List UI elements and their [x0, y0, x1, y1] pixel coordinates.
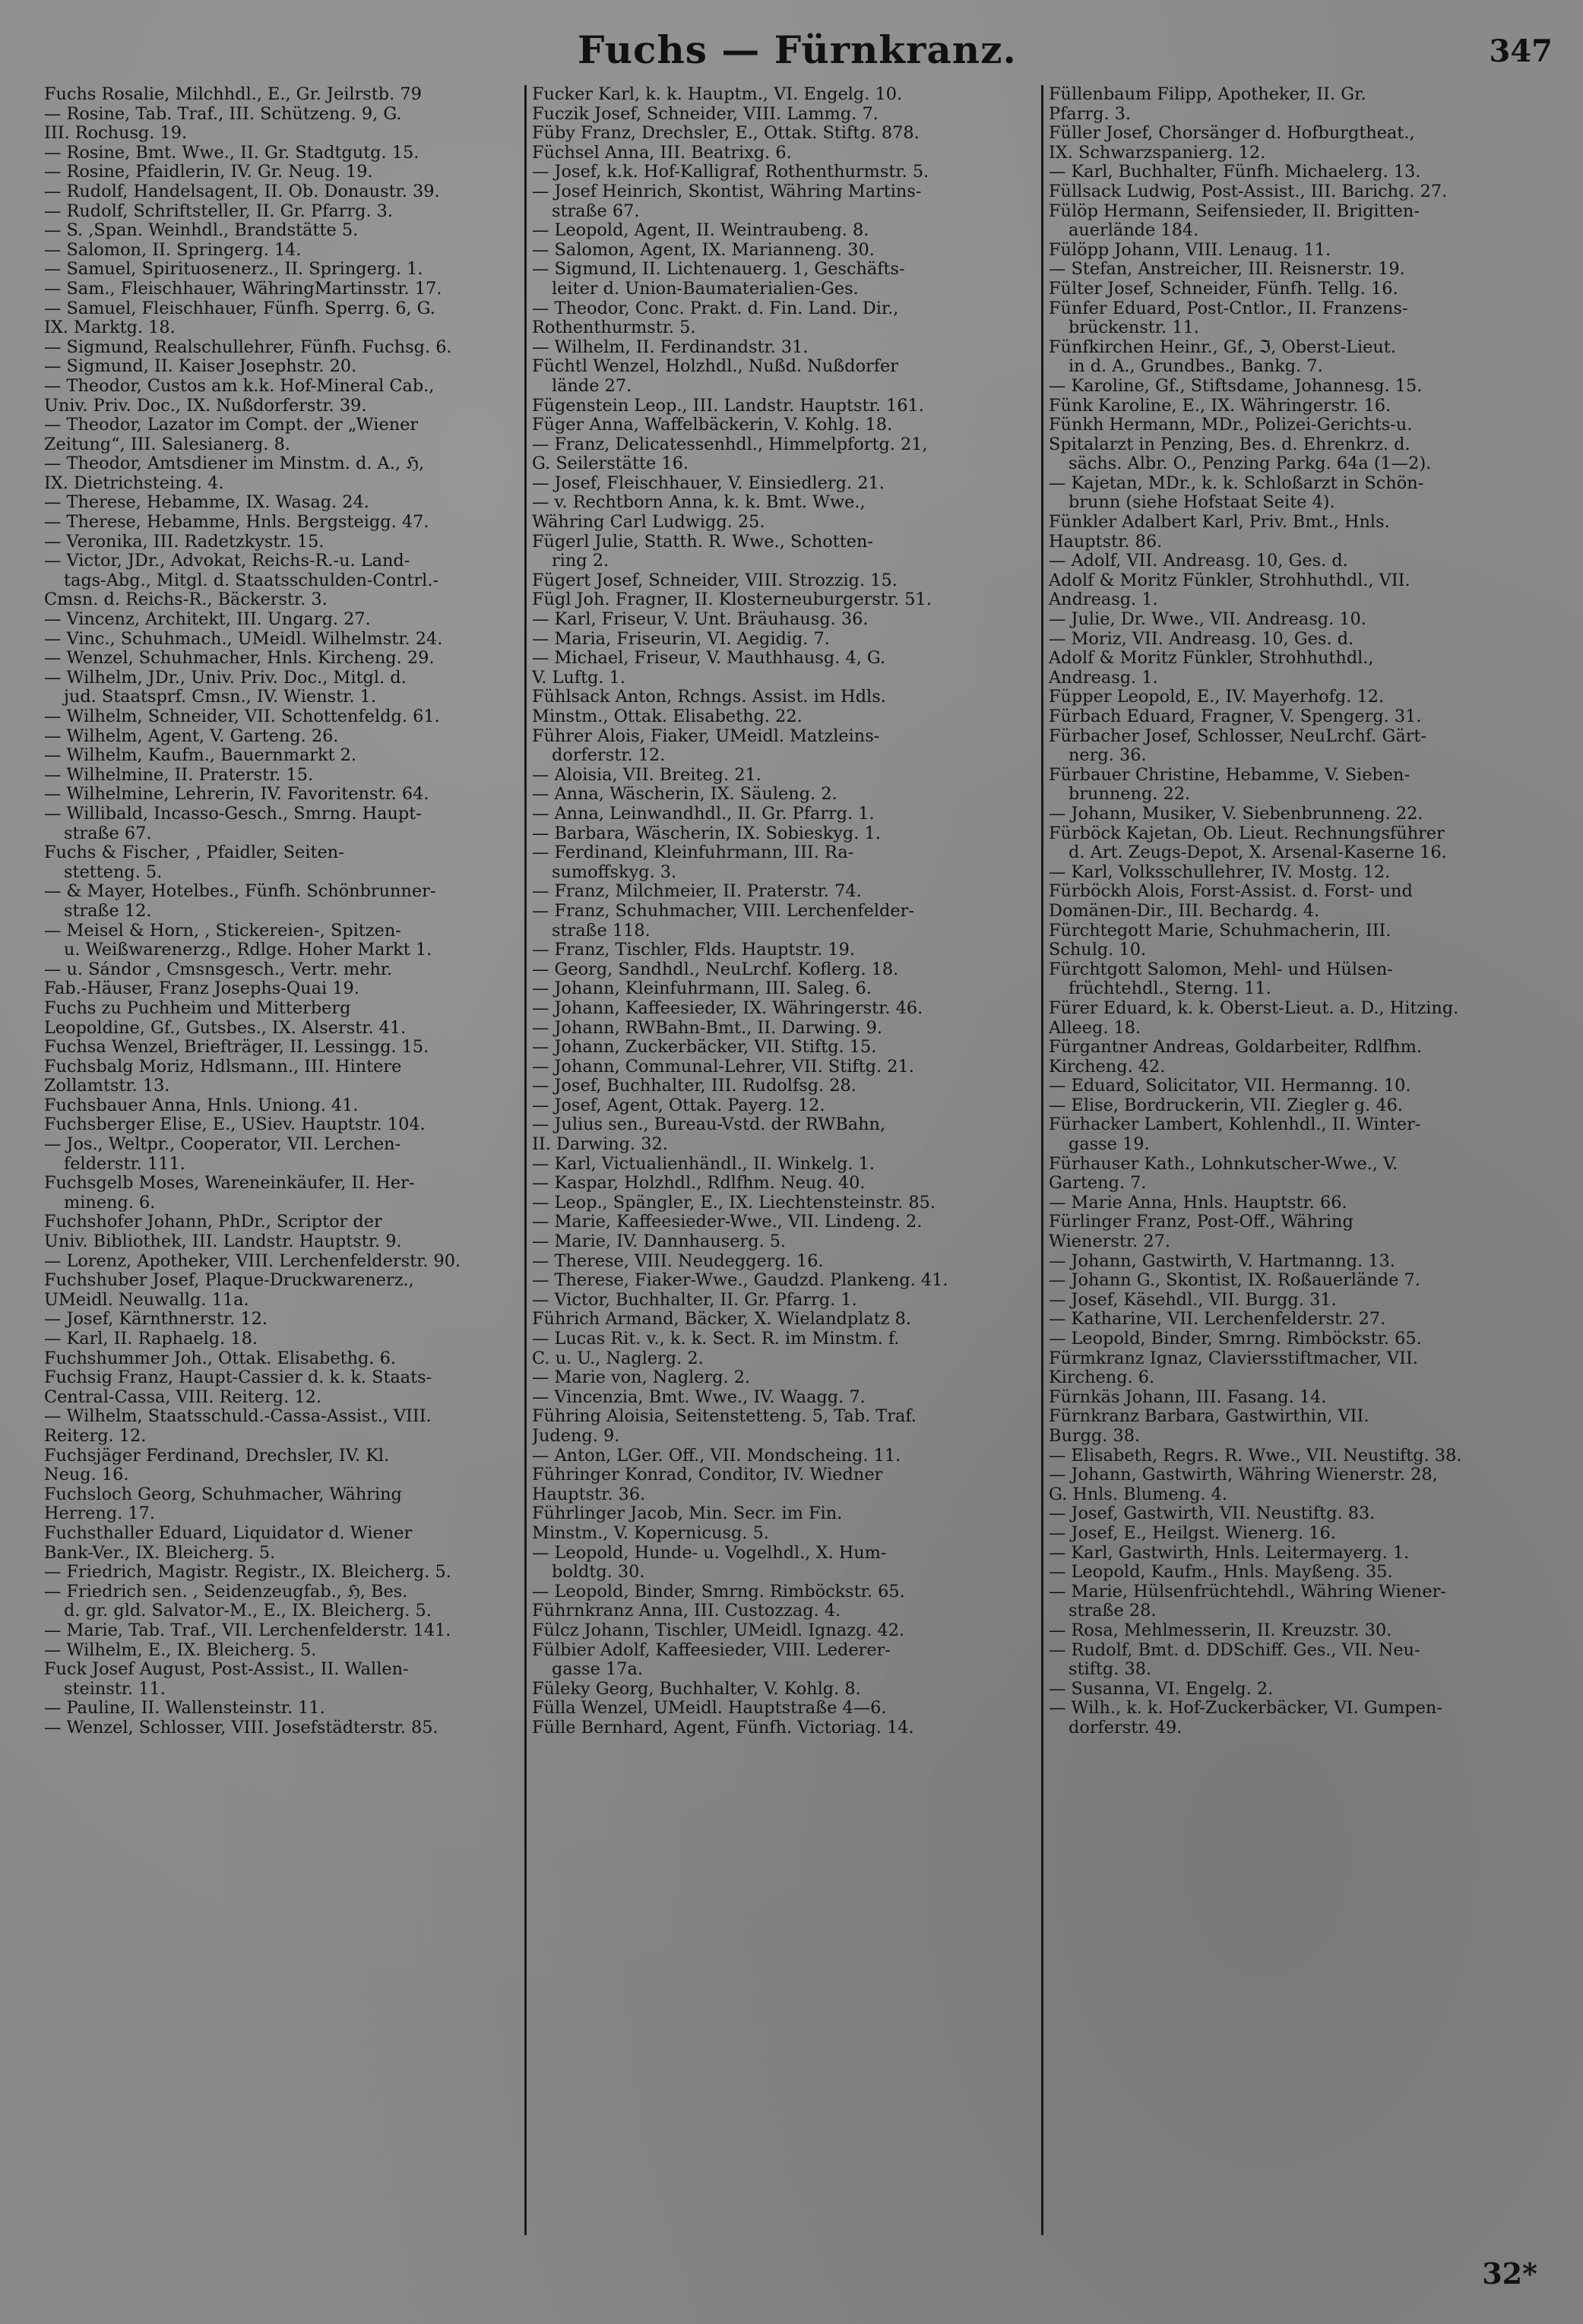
- directory-line: — Samuel, Fleischhauer, Fünfh. Sperrg. 6, G.: [44, 299, 435, 318]
- directory-line: Führing Aloisia, Seitenstetteng. 5, Tab. Traf.: [532, 1407, 917, 1427]
- directory-line: — Marie Anna, Hnls. Hauptstr. 66.: [1049, 1193, 1347, 1213]
- directory-line: brunneng. 22.: [1069, 785, 1191, 805]
- directory-line: — Aloisia, VII. Breiteg. 21.: [532, 765, 761, 785]
- directory-line: Fügenstein Leop., III. Landstr. Hauptstr. 161.: [532, 396, 924, 416]
- directory-line: — Josef, Agent, Ottak. Payerg. 12.: [532, 1096, 825, 1115]
- directory-line: — Johann G., Skontist, IX. Roßauerlände 7.: [1049, 1271, 1420, 1291]
- column-middle: [532, 85, 1040, 2235]
- directory-line: — Theodor, Conc. Prakt. d. Fin. Land. Dir.,: [532, 299, 899, 318]
- directory-line: — Therese, Hebamme, Hnls. Bergsteigg. 47.: [44, 513, 429, 533]
- directory-line: — Elisabeth, Regrs. R. Wwe., VII. Neustiftg. 38.: [1049, 1446, 1462, 1466]
- directory-line: — Victor, JDr., Advokat, Reichs-R.-u. Land-: [44, 552, 410, 571]
- directory-line: Judeng. 9.: [532, 1426, 620, 1446]
- directory-line: — Kaspar, Holzhdl., Rdlfhm. Neug. 40.: [532, 1174, 866, 1194]
- directory-line: Fügert Josef, Schneider, VIII. Strozzig. 15.: [532, 571, 898, 590]
- directory-line: — Georg, Sandhdl., NeuLrchf. Koflerg. 18.: [532, 960, 899, 979]
- directory-line: d. gr. gld. Salvator-M., E., IX. Bleicherg. 5.: [64, 1602, 432, 1621]
- directory-line: — Eduard, Solicitator, VII. Hermanng. 10.: [1049, 1077, 1411, 1096]
- directory-line: Führnkranz Anna, III. Custozzag. 4.: [532, 1602, 841, 1621]
- directory-line: Fab.-Häuser, Franz Josephs-Quai 19.: [44, 979, 359, 999]
- directory-line: Adolf & Moritz Fünkler, Strohhuthdl.,: [1049, 649, 1374, 669]
- directory-line: — Wilhelm, Agent, V. Garteng. 26.: [44, 726, 339, 746]
- directory-line: — Theodor, Amtsdiener im Minstm. d. A., ℌ,: [44, 454, 425, 474]
- directory-line: jud. Staatsprf. Cmsn., IV. Wienstr. 1.: [64, 688, 376, 707]
- directory-line: Führlinger Jacob, Min. Secr. im Fin.: [532, 1504, 843, 1524]
- directory-line: — u. Sándor , Cmsnsgesch., Vertr. mehr.: [44, 960, 393, 979]
- directory-line: straße 28.: [1069, 1602, 1157, 1621]
- directory-line: II. Darwing. 32.: [532, 1135, 668, 1155]
- directory-line: Fuchshuber Josef, Plaque-Druckwarenerz.,: [44, 1271, 414, 1291]
- directory-line: Andreasg. 1.: [1049, 668, 1158, 688]
- directory-line: — Josef, Käsehdl., VII. Burgg. 31.: [1049, 1290, 1337, 1310]
- directory-line: stiftg. 38.: [1069, 1660, 1152, 1680]
- directory-line: — Johann, Communal-Lehrer, VII. Stiftg. 21.: [532, 1057, 914, 1077]
- directory-line: — Maria, Friseurin, VI. Aegidig. 7.: [532, 629, 830, 649]
- directory-line: Währing Carl Ludwigg. 25.: [532, 513, 765, 533]
- directory-line: dorferstr. 12.: [552, 746, 666, 766]
- directory-line: — Sigmund, II. Kaiser Josephstr. 20.: [44, 357, 357, 377]
- directory-line: — Marie, Hülsenfrüchtehdl., Währing Wiener-: [1049, 1582, 1446, 1602]
- directory-line: C. u. U., Naglerg. 2.: [532, 1349, 704, 1368]
- directory-line: Kircheng. 6.: [1049, 1368, 1155, 1388]
- directory-line: Fügerl Julie, Statth. R. Wwe., Schotten-: [532, 532, 873, 552]
- directory-line: Domänen-Dir., III. Bechardg. 4.: [1049, 901, 1320, 921]
- directory-line: — Michael, Friseur, V. Mauthhausg. 4, G.: [532, 649, 886, 669]
- directory-line: — Samuel, Spirituosenerz., II. Springerg. 1.: [44, 260, 423, 280]
- directory-line: Fuczik Josef, Schneider, VIII. Lammg. 7.: [532, 104, 879, 124]
- directory-line: in d. A., Grundbes., Bankg. 7.: [1069, 357, 1323, 377]
- directory-line: — Wilhelm, Schneider, VII. Schottenfeldg. 61.: [44, 707, 440, 726]
- directory-line: Führich Armand, Bäcker, X. Wielandplatz 8.: [532, 1310, 911, 1330]
- directory-line: — Johann, Kleinfuhrmann, III. Saleg. 6.: [532, 979, 872, 999]
- directory-line: — Wenzel, Schuhmacher, Hnls. Kircheng. 29.: [44, 649, 435, 669]
- directory-line: Univ. Priv. Doc., IX. Nußdorferstr. 39.: [44, 396, 367, 416]
- directory-line: — Wenzel, Schlosser, VIII. Josefstädterstr. 85.: [44, 1718, 438, 1737]
- directory-line: Hauptstr. 86.: [1049, 532, 1163, 552]
- directory-line: — Johann, RWBahn-Bmt., II. Darwing. 9.: [532, 1018, 883, 1038]
- directory-line: Andreasg. 1.: [1049, 590, 1158, 610]
- page-header: [0, 27, 1583, 73]
- directory-line: — Friedrich sen. , Seidenzeugfab., ℌ, Bes.: [44, 1582, 408, 1602]
- directory-line: sächs. Albr. O., Penzing Parkg. 64a (1—2).: [1069, 454, 1432, 474]
- directory-line: V. Luftg. 1.: [532, 668, 625, 688]
- directory-line: Fürmkranz Ignaz, Claviersstiftmacher, VII.: [1049, 1349, 1418, 1368]
- directory-line: Kircheng. 42.: [1049, 1057, 1166, 1077]
- directory-line: — Josef, Buchhalter, III. Rudolfsg. 28.: [532, 1077, 856, 1096]
- directory-line: Fürhacker Lambert, Kohlenhdl., II. Winter-: [1049, 1115, 1421, 1135]
- directory-line: Neug. 16.: [44, 1466, 129, 1485]
- directory-line: Fuchsjäger Ferdinand, Drechsler, IV. Kl.: [44, 1446, 390, 1466]
- directory-line: Fuchsberger Elise, E., USiev. Hauptstr. 104.: [44, 1115, 426, 1135]
- directory-line: Fülla Wenzel, UMeidl. Hauptstraße 4—6.: [532, 1699, 887, 1718]
- directory-line: Fürgantner Andreas, Goldarbeiter, Rdlfhm.: [1049, 1038, 1422, 1058]
- directory-line: straße 67.: [552, 201, 640, 221]
- directory-line: — Julius sen., Bureau-Vstd. der RWBahn,: [532, 1115, 886, 1135]
- column-divider: [524, 85, 527, 2235]
- directory-line: Fülcz Johann, Tischler, UMeidl. Ignazg. 42.: [532, 1620, 905, 1640]
- directory-line: — Leopold, Binder, Smrng. Rimböckstr. 65.: [532, 1582, 905, 1602]
- directory-line: Fügl Joh. Fragner, II. Klosterneuburgerstr. 51.: [532, 590, 932, 610]
- directory-line: — Rudolf, Handelsagent, II. Ob. Donaustr. 39.: [44, 182, 440, 201]
- directory-line: Füger Anna, Waffelbäckerin, V. Kohlg. 18.: [532, 416, 893, 435]
- directory-line: Zollamtstr. 13.: [44, 1077, 170, 1096]
- directory-line: Fuchs Rosalie, Milchhdl., E., Gr. Jeilrstb. 79: [44, 85, 422, 104]
- directory-line: Fünfkirchen Heinr., Gf., ℑ, Oberst-Lieut.: [1049, 337, 1396, 357]
- directory-line: — Wilhelm, Kaufm., Bauernmarkt 2.: [44, 746, 357, 766]
- directory-line: Fürbacher Josef, Schlosser, NeuLrchf. Gärt-: [1049, 726, 1426, 746]
- directory-line: Füpper Leopold, E., IV. Mayerhofg. 12.: [1049, 688, 1385, 707]
- directory-line: — Theodor, Custos am k.k. Hof-Mineral Cab.,: [44, 376, 435, 396]
- directory-line: — Johann, Zuckerbäcker, VII. Stiftg. 15.: [532, 1038, 877, 1058]
- directory-line: — Stefan, Anstreicher, III. Reisnerstr. 19.: [1049, 260, 1405, 280]
- directory-line: Führinger Konrad, Conditor, IV. Wiedner: [532, 1466, 883, 1485]
- directory-line: Fülöp Hermann, Seifensieder, II. Brigitten-: [1049, 201, 1420, 221]
- directory-line: — Wilh., k. k. Hof-Zuckerbäcker, VI. Gumpen-: [1049, 1699, 1442, 1718]
- directory-line: Rothenthurmstr. 5.: [532, 318, 696, 338]
- directory-line: — Karl, Volksschullehrer, IV. Mostg. 12.: [1049, 862, 1391, 882]
- directory-line: — Therese, Fiaker-Wwe., Gaudzd. Plankeng. 41.: [532, 1271, 948, 1291]
- directory-line: Burgg. 38.: [1049, 1426, 1141, 1446]
- directory-line: Führer Alois, Fiaker, UMeidl. Matzleins-: [532, 726, 880, 746]
- directory-line: — Karl, Gastwirth, Hnls. Leitermayerg. 1.: [1049, 1543, 1410, 1563]
- directory-line: Fürbach Eduard, Fragner, V. Spengerg. 31.: [1049, 707, 1422, 726]
- directory-line: Central-Cassa, VIII. Reiterg. 12.: [44, 1387, 321, 1407]
- directory-line: ring 2.: [552, 552, 609, 571]
- directory-line: — Vincenzia, Bmt. Wwe., IV. Waagg. 7.: [532, 1387, 866, 1407]
- directory-line: Fuchsbalg Moriz, Hdlsmann., III. Hintere: [44, 1057, 402, 1077]
- directory-line: IX. Dietrichsteing. 4.: [44, 473, 224, 493]
- directory-line: — Sam., Fleischhauer, WähringMartinsstr. 17.: [44, 279, 442, 299]
- directory-line: — Wilhelm, Staatsschuld.-Cassa-Assist., VIII.: [44, 1407, 432, 1427]
- directory-line: Fülter Josef, Schneider, Fünfh. Tellg. 16.: [1049, 279, 1398, 299]
- directory-line: mineng. 6.: [64, 1193, 156, 1213]
- directory-line: gasse 19.: [1069, 1135, 1150, 1155]
- directory-line: — Vinc., Schuhmach., UMeidl. Wilhelmstr. 24.: [44, 629, 443, 649]
- directory-line: Fünkh Hermann, MDr., Polizei-Gerichts-u.: [1049, 416, 1413, 435]
- directory-line: Fuchsthaller Eduard, Liquidator d. Wiener: [44, 1523, 413, 1543]
- directory-line: Fülle Bernhard, Agent, Fünfh. Victoriag. 14.: [532, 1718, 914, 1737]
- directory-line: — Ferdinand, Kleinfuhrmann, III. Ra-: [532, 843, 854, 863]
- directory-line: — Theodor, Lazator im Compt. der „Wiener: [44, 416, 419, 435]
- directory-line: — Rosine, Tab. Traf., III. Schützeng. 9, G.: [44, 104, 402, 124]
- directory-line: — Salomon, Agent, IX. Marianneng. 30.: [532, 240, 875, 260]
- directory-line: früchtehdl., Sterng. 11.: [1069, 979, 1271, 999]
- directory-line: — Salomon, II. Springerg. 14.: [44, 240, 302, 260]
- directory-line: — Sigmund, Realschullehrer, Fünfh. Fuchsg. 6.: [44, 337, 452, 357]
- directory-line: — Karoline, Gf., Stiftsdame, Johannesg. 15.: [1049, 376, 1423, 396]
- directory-line: Fuchs & Fischer, , Pfaidler, Seiten-: [44, 843, 344, 863]
- directory-line: — Marie, Tab. Traf., VII. Lerchenfelderstr. 141.: [44, 1620, 451, 1640]
- directory-line: Reiterg. 12.: [44, 1426, 147, 1446]
- directory-line: UMeidl. Neuwallg. 11a.: [44, 1290, 249, 1310]
- directory-line: Fürhauser Kath., Lohnkutscher-Wwe., V.: [1049, 1154, 1398, 1174]
- directory-line: Herreng. 17.: [44, 1504, 156, 1524]
- directory-line: Fuchshofer Johann, PhDr., Scriptor der: [44, 1213, 382, 1232]
- directory-line: Pfarrg. 3.: [1049, 104, 1132, 124]
- directory-line: brückenstr. 11.: [1069, 318, 1199, 338]
- directory-line: — Josef, E., Heilgst. Wienerg. 16.: [1049, 1523, 1336, 1543]
- directory-line: Univ. Bibliothek, III. Landstr. Hauptstr. 9.: [44, 1232, 402, 1252]
- directory-line: Fürnkäs Johann, III. Fasang. 14.: [1049, 1387, 1327, 1407]
- directory-line: — Josef Heinrich, Skontist, Währing Martins-: [532, 182, 922, 201]
- directory-line: Fuchsloch Georg, Schuhmacher, Währing: [44, 1485, 402, 1504]
- directory-line: — Marie, IV. Dannhauserg. 5.: [532, 1232, 787, 1252]
- directory-line: Leopoldine, Gf., Gutsbes., IX. Alserstr. 41.: [44, 1018, 407, 1038]
- directory-line: — Wilhelmine, II. Praterstr. 15.: [44, 765, 314, 785]
- directory-line: — Leopold, Kaufm., Hnls. Mayßeng. 35.: [1049, 1563, 1393, 1583]
- directory-line: Fuchsa Wenzel, Briefträger, II. Lessingg. 15.: [44, 1038, 429, 1058]
- signature-mark: 32*: [1482, 2256, 1537, 2291]
- directory-line: G. Hnls. Blumeng. 4.: [1049, 1485, 1228, 1504]
- directory-line: — Josef, Fleischhauer, V. Einsiedlerg. 21.: [532, 473, 885, 493]
- directory-line: — Josef, Kärnthnerstr. 12.: [44, 1310, 268, 1330]
- directory-line: — Katharine, VII. Lerchenfelderstr. 27.: [1049, 1310, 1386, 1330]
- directory-line: Fürbauer Christine, Hebamme, V. Sieben-: [1049, 765, 1410, 785]
- directory-line: Zeitung“, III. Salesianerg. 8.: [44, 435, 290, 454]
- directory-line: Fühlsack Anton, Rchngs. Assist. im Hdls.: [532, 688, 886, 707]
- directory-line: Fucker Karl, k. k. Hauptm., VI. Engelg. 10.: [532, 85, 903, 104]
- directory-line: u. Weißwarenerzg., Rdlge. Hoher Markt 1.: [64, 941, 432, 960]
- directory-line: G. Seilerstätte 16.: [532, 454, 689, 474]
- directory-line: — Karl, Victualienhändl., II. Winkelg. 1.: [532, 1154, 875, 1174]
- directory-line: steinstr. 11.: [64, 1679, 166, 1699]
- directory-line: — Rudolf, Bmt. d. DDSchiff. Ges., VII. Neu-: [1049, 1640, 1420, 1660]
- directory-line: — Karl, II. Raphaelg. 18.: [44, 1330, 258, 1349]
- directory-line: Fürböck Kajetan, Ob. Lieut. Rechnungsführer: [1049, 824, 1445, 843]
- directory-line: Fürnkranz Barbara, Gastwirthin, VII.: [1049, 1407, 1369, 1427]
- directory-line: — Therese, Hebamme, IX. Wasag. 24.: [44, 493, 369, 513]
- directory-line: Fülöpp Johann, VIII. Lenaug. 11.: [1049, 240, 1331, 260]
- directory-line: Fürböckh Alois, Forst-Assist. d. Forst- und: [1049, 882, 1413, 902]
- directory-line: Alleeg. 18.: [1049, 1018, 1141, 1038]
- directory-line: Füby Franz, Drechsler, E., Ottak. Stiftg. 878.: [532, 124, 920, 144]
- directory-line: — Rosa, Mehlmesserin, II. Kreuzstr. 30.: [1049, 1620, 1392, 1640]
- directory-line: IX. Marktg. 18.: [44, 318, 176, 338]
- directory-line: — Franz, Schuhmacher, VIII. Lerchenfelder-: [532, 901, 914, 921]
- directory-line: — Meisel & Horn, , Stickereien-, Spitzen-: [44, 921, 401, 941]
- directory-line: Schulg. 10.: [1049, 941, 1147, 960]
- directory-line: stetteng. 5.: [64, 862, 163, 882]
- directory-line: — Lorenz, Apotheker, VIII. Lerchenfelderstr. 90.: [44, 1251, 461, 1271]
- directory-line: — Johann, Gastwirth, V. Hartmanng. 13.: [1049, 1251, 1395, 1271]
- directory-line: lände 27.: [552, 376, 632, 396]
- directory-line: — Johann, Kaffeesieder, IX. Währingerstr. 46.: [532, 998, 923, 1018]
- directory-line: — Jos., Weltpr., Cooperator, VII. Lerchen-: [44, 1135, 401, 1155]
- directory-line: — Pauline, II. Wallensteinstr. 11.: [44, 1699, 325, 1718]
- directory-line: Füchtl Wenzel, Holzhdl., Nußd. Nußdorfer: [532, 357, 898, 377]
- directory-line: — Friedrich, Magistr. Registr., IX. Bleicherg. 5.: [44, 1563, 451, 1583]
- directory-line: — Rosine, Bmt. Wwe., II. Gr. Stadtgutg. 15.: [44, 143, 419, 163]
- directory-line: — Veronika, III. Radetzkystr. 15.: [44, 532, 325, 552]
- directory-line: Cmsn. d. Reichs-R., Bäckerstr. 3.: [44, 590, 328, 610]
- directory-line: Fünkler Adalbert Karl, Priv. Bmt., Hnls.: [1049, 513, 1390, 533]
- directory-line: Hauptstr. 36.: [532, 1485, 646, 1504]
- directory-line: III. Rochusg. 19.: [44, 124, 188, 144]
- directory-line: dorferstr. 49.: [1069, 1718, 1183, 1737]
- directory-line: Fürlinger Franz, Post-Off., Währing: [1049, 1213, 1353, 1232]
- directory-line: — Wilhelmine, Lehrerin, IV. Favoritenstr. 64.: [44, 785, 429, 805]
- directory-line: — Karl, Friseur, V. Unt. Bräuhausg. 36.: [532, 610, 869, 630]
- directory-line: — Therese, VIII. Neudeggerg. 16.: [532, 1251, 824, 1271]
- directory-line: — & Mayer, Hotelbes., Fünfh. Schönbrunner-: [44, 882, 436, 902]
- directory-line: gasse 17a.: [552, 1660, 643, 1680]
- directory-line: — Josef, Gastwirth, VII. Neustiftg. 83.: [1049, 1504, 1376, 1524]
- directory-line: — Sigmund, II. Lichtenauerg. 1, Geschäfts-: [532, 260, 905, 280]
- directory-line: Fuchsig Franz, Haupt-Cassier d. k. k. Staats-: [44, 1368, 432, 1388]
- directory-line: — Vincenz, Architekt, III. Ungarg. 27.: [44, 610, 371, 630]
- directory-line: auerlände 184.: [1069, 221, 1199, 241]
- directory-line: — Wilhelm, JDr., Univ. Priv. Doc., Mitgl. d.: [44, 668, 407, 688]
- directory-line: — Anna, Leinwandhdl., II. Gr. Pfarrg. 1.: [532, 804, 875, 824]
- directory-line: Garteng. 7.: [1049, 1174, 1147, 1194]
- directory-line: Fuchsbauer Anna, Hnls. Uniong. 41.: [44, 1096, 359, 1115]
- directory-line: — Anna, Wäscherin, IX. Säuleng. 2.: [532, 785, 837, 805]
- directory-line: straße 67.: [64, 824, 152, 843]
- directory-line: — Josef, k.k. Hof-Kalligraf, Rothenthurmstr. 5.: [532, 163, 929, 182]
- directory-line: — Karl, Buchhalter, Fünfh. Michaelerg. 13.: [1049, 163, 1421, 182]
- directory-line: Fuchshummer Joh., Ottak. Elisabethg. 6.: [44, 1349, 396, 1368]
- page-number: 347: [1489, 33, 1553, 69]
- directory-line: — Wilhelm, E., IX. Bleicherg. 5.: [44, 1640, 317, 1660]
- directory-line: straße 118.: [552, 921, 651, 941]
- directory-line: — Kajetan, MDr., k. k. Schloßarzt in Schön-: [1049, 473, 1424, 493]
- directory-line: Füller Josef, Chorsänger d. Hofburgtheat.,: [1049, 124, 1415, 144]
- directory-line: — Franz, Tischler, Flds. Hauptstr. 19.: [532, 941, 855, 960]
- directory-line: IX. Schwarzspanierg. 12.: [1049, 143, 1266, 163]
- directory-line: boldtg. 30.: [552, 1563, 645, 1583]
- directory-line: — Franz, Delicatessenhdl., Himmelpfortg. 21,: [532, 435, 928, 454]
- directory-line: Fülbier Adolf, Kaffeesieder, VIII. Lederer-: [532, 1640, 891, 1660]
- directory-line: Fuck Josef August, Post-Assist., II. Wallen-: [44, 1660, 409, 1680]
- directory-line: — Victor, Buchhalter, II. Gr. Pfarrg. 1.: [532, 1290, 857, 1310]
- directory-line: — Barbara, Wäscherin, IX. Sobieskyg. 1.: [532, 824, 881, 843]
- directory-line: Wienerstr. 27.: [1049, 1232, 1170, 1252]
- directory-line: Fürchtgott Salomon, Mehl- und Hülsen-: [1049, 960, 1393, 979]
- directory-line: — S. ,Span. Weinhdl., Brandstätte 5.: [44, 221, 359, 241]
- directory-line: — Leopold, Agent, II. Weintraubeng. 8.: [532, 221, 869, 241]
- directory-line: d. Art. Zeugs-Depot, X. Arsenal-Kaserne 16.: [1069, 843, 1447, 863]
- directory-line: — Leop., Spängler, E., IX. Liechtensteinstr. 85.: [532, 1193, 936, 1213]
- directory-line: Füllenbaum Filipp, Apotheker, II. Gr.: [1049, 85, 1366, 104]
- directory-line: nerg. 36.: [1069, 746, 1147, 766]
- directory-line: Fuchs zu Puchheim und Mitterberg: [44, 998, 351, 1018]
- directory-line: Fuchsgelb Moses, Wareneinkäufer, II. Her-: [44, 1174, 415, 1194]
- directory-line: sumoffskyg. 3.: [552, 862, 677, 882]
- directory-line: Adolf & Moritz Fünkler, Strohhuthdl., VII.: [1049, 571, 1410, 590]
- directory-line: Füleky Georg, Buchhalter, V. Kohlg. 8.: [532, 1679, 861, 1699]
- column-divider: [1041, 85, 1043, 2235]
- directory-line: — Leopold, Hunde- u. Vogelhdl., X. Hum-: [532, 1543, 887, 1563]
- directory-line: Fünk Karoline, E., IX. Währingerstr. 16.: [1049, 396, 1391, 416]
- directory-line: — Johann, Musiker, V. Siebenbrunneng. 22.: [1049, 804, 1423, 824]
- directory-line: — Julie, Dr. Wwe., VII. Andreasg. 10.: [1049, 610, 1366, 630]
- directory-line: Füchsel Anna, III. Beatrixg. 6.: [532, 143, 792, 163]
- directory-line: leiter d. Union-Baumaterialien-Ges.: [552, 279, 859, 299]
- directory-line: — v. Rechtborn Anna, k. k. Bmt. Wwe.,: [532, 493, 866, 513]
- column-right: [1049, 85, 1556, 2235]
- directory-line: Bank-Ver., IX. Bleicherg. 5.: [44, 1543, 276, 1563]
- directory-line: — Leopold, Binder, Smrng. Rimböckstr. 65.: [1049, 1330, 1422, 1349]
- directory-line: Fünfer Eduard, Post-Cntlor., II. Franzens-: [1049, 299, 1408, 318]
- directory-line: straße 12.: [64, 901, 152, 921]
- page-title: Fuchs — Fürnkranz.: [578, 27, 1017, 72]
- column-left: [44, 85, 521, 2235]
- directory-line: — Susanna, VI. Engelg. 2.: [1049, 1679, 1274, 1699]
- directory-line: Füllsack Ludwig, Post-Assist., III. Barichg. 27.: [1049, 182, 1448, 201]
- directory-line: — Johann, Gastwirth, Währing Wienerstr. 28,: [1049, 1466, 1438, 1485]
- directory-line: — Franz, Milchmeier, II. Praterstr. 74.: [532, 882, 862, 902]
- directory-line: — Anton, LGer. Off., VII. Mondscheing. 11.: [532, 1446, 901, 1466]
- directory-line: tags-Abg., Mitgl. d. Staatsschulden-Contrl.-: [64, 571, 439, 590]
- directory-line: Spitalarzt in Penzing, Bes. d. Ehrenkrz. d.: [1049, 435, 1410, 454]
- directory-line: — Willibald, Incasso-Gesch., Smrng. Haupt-: [44, 804, 422, 824]
- directory-line: Fürchtegott Marie, Schuhmacherin, III.: [1049, 921, 1391, 941]
- directory-line: — Adolf, VII. Andreasg. 10, Ges. d.: [1049, 552, 1348, 571]
- directory-line: — Lucas Rit. v., k. k. Sect. R. im Minstm. f.: [532, 1330, 900, 1349]
- directory-line: — Rosine, Pfaidlerin, IV. Gr. Neug. 19.: [44, 163, 373, 182]
- directory-line: — Rudolf, Schriftsteller, II. Gr. Pfarrg. 3.: [44, 201, 394, 221]
- directory-line: — Moriz, VII. Andreasg. 10, Ges. d.: [1049, 629, 1354, 649]
- directory-line: — Elise, Bordruckerin, VII. Ziegler g. 46.: [1049, 1096, 1403, 1115]
- directory-line: — Marie, Kaffeesieder-Wwe., VII. Lindeng. 2.: [532, 1213, 923, 1232]
- directory-line: brunn (siehe Hofstaat Seite 4).: [1069, 493, 1335, 513]
- directory-line: felderstr. 111.: [64, 1154, 185, 1174]
- directory-line: Minstm., Ottak. Elisabethg. 22.: [532, 707, 803, 726]
- directory-line: — Marie von, Naglerg. 2.: [532, 1368, 751, 1388]
- directory-line: Fürer Eduard, k. k. Oberst-Lieut. a. D., Hitzing.: [1049, 998, 1459, 1018]
- directory-line: — Wilhelm, II. Ferdinandstr. 31.: [532, 337, 809, 357]
- directory-line: Minstm., V. Kopernicusg. 5.: [532, 1523, 769, 1543]
